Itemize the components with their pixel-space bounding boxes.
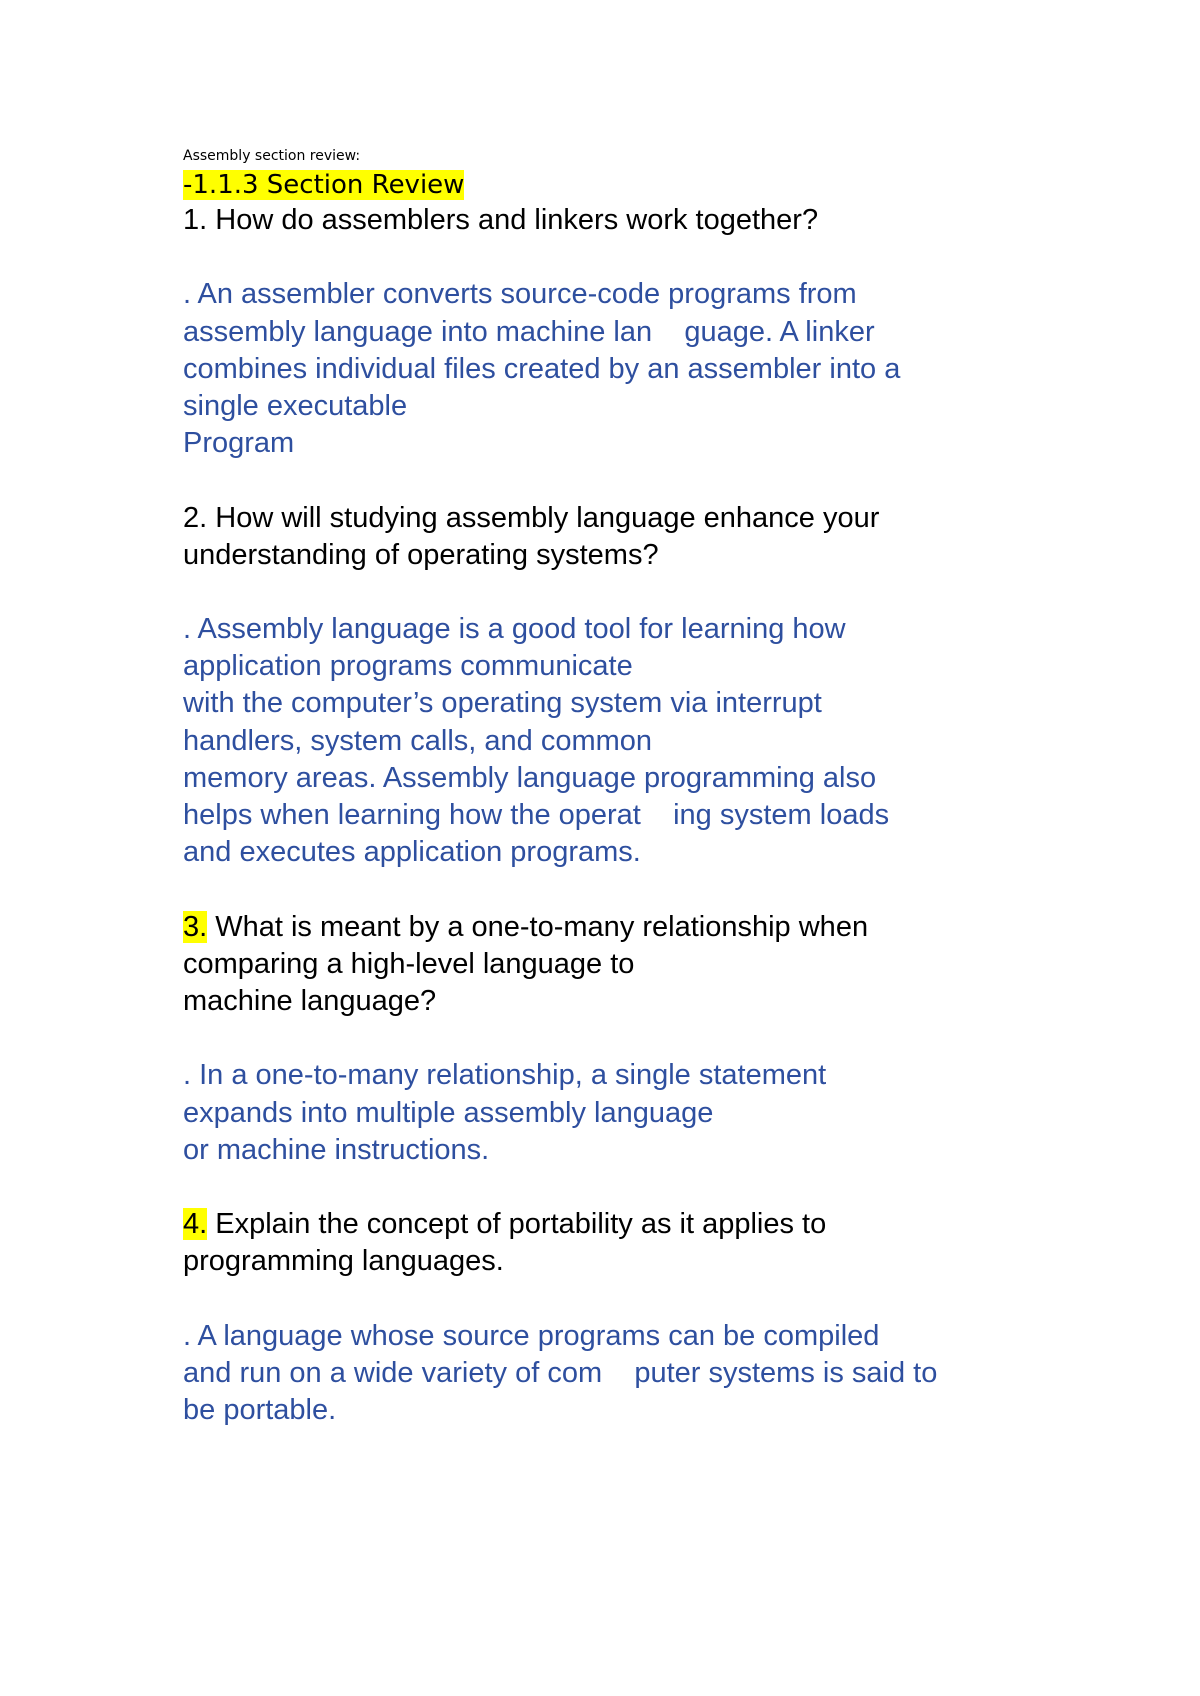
- question-2-text: How will studying assembly language enhance your: [207, 501, 880, 534]
- answer-2-line: . Assembly language is a good tool for learning how: [183, 613, 846, 646]
- question-2-line-1: [183, 500, 1083, 537]
- question-2-line-2: understanding of operating systems?: [183, 538, 659, 571]
- question-block-2: [183, 500, 1083, 909]
- question-4-text: Explain the concept of portability as it applies to: [207, 1208, 827, 1241]
- question-3-line-2: comparing a high-level language to: [183, 947, 635, 980]
- answer-2-line: and executes application programs.: [183, 836, 641, 869]
- answer-2-line: memory areas. Assembly language programming also: [183, 761, 877, 794]
- question-4-number: 4.: [183, 1208, 208, 1241]
- answer-1-line: . An assembler converts source-code programs from: [183, 278, 857, 311]
- question-4-line-1: [183, 1206, 1083, 1243]
- question-block-3: [183, 909, 1083, 1207]
- question-block-1: [183, 202, 1083, 500]
- spacer: [183, 239, 1083, 276]
- answer-4-line: . A language whose source programs can be compiled: [183, 1319, 880, 1352]
- answer-2-line: with the computer’s operating system via interrupt: [183, 687, 822, 720]
- document-body: [183, 146, 1083, 1429]
- question-1-line-1: [183, 202, 1083, 239]
- answer-1-line: assembly language into machine lan guage. A linker: [183, 315, 875, 348]
- spacer: [183, 574, 1083, 611]
- answer-3: [183, 1057, 1083, 1169]
- answer-3-line: . In a one-to-many relationship, a single statement: [183, 1059, 827, 1092]
- section-title-text: -1.1.3 Section Review: [183, 170, 465, 200]
- question-2-number: 2.: [183, 501, 208, 534]
- answer-1-line: single executable: [183, 389, 408, 422]
- answer-4: [183, 1318, 1083, 1430]
- question-1-number: 1.: [183, 204, 208, 236]
- question-3-line-3: machine language?: [183, 984, 437, 1017]
- answer-2: [183, 611, 1083, 871]
- question-1-text: How do assemblers and linkers work together?: [207, 204, 819, 236]
- document-header: Assembly section review:: [183, 148, 361, 164]
- answer-3-line: or machine instructions.: [183, 1133, 490, 1166]
- section-title: [183, 168, 1083, 202]
- spacer: [183, 1280, 1083, 1317]
- question-3-number: 3.: [183, 910, 208, 943]
- spacer: [183, 871, 1083, 908]
- answer-4-line: be portable.: [183, 1394, 337, 1426]
- answer-2-line: helps when learning how the operat ing system loads: [183, 799, 890, 831]
- question-3-text: What is meant by a one-to-many relationship when: [207, 910, 869, 943]
- spacer: [183, 1020, 1083, 1057]
- answer-3-line: expands into multiple assembly language: [183, 1096, 714, 1129]
- question-4-line-2: programming languages.: [183, 1245, 504, 1278]
- answer-2-line: handlers, system calls, and common: [183, 724, 653, 757]
- answer-1-line: Program: [183, 427, 295, 460]
- question-block-4: [183, 1206, 1083, 1429]
- answer-1-line: combines individual files created by an assembler into a: [183, 352, 901, 385]
- spacer: [183, 462, 1083, 499]
- answer-2-line: application programs communicate: [183, 650, 633, 683]
- question-3-line-1: [183, 909, 1083, 946]
- answer-1: [183, 276, 1083, 462]
- answer-4-line: and run on a wide variety of com puter systems is said to: [183, 1356, 938, 1389]
- spacer: [183, 1169, 1083, 1206]
